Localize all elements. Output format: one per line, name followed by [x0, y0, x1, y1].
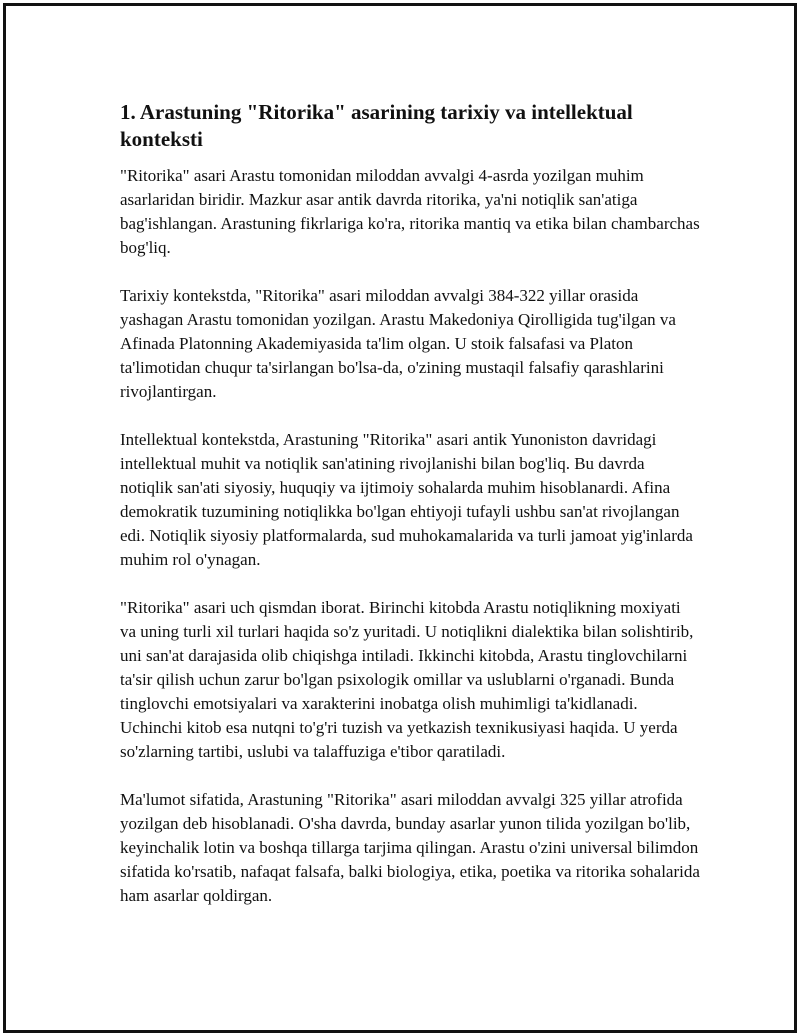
section-heading: 1. Arastuning "Ritorika" asarining tarixiy va intellektual konteksti: [120, 100, 633, 151]
paragraph-3: Intellektual kontekstda, Arastuning "Ritorika" asari antik Yunoniston davridagi intellektual muhit va notiqlik san'atining rivojlanishi bilan bog'liq. Bu davrda notiqlik san'ati siyosiy, huquqiy va ijtimoiy sohalarda muhim hisoblanardi. Afina demokratik tuzumining notiqlikka bo'lgan ehtiyoji tufayli ushbu san'at rivojlangan edi. Notiqlik siyosiy platformalarda, sud muhokamalarida va turli jamoat yig'inlarda muhim rol o'ynagan.: [120, 430, 693, 569]
paragraph-2: Tarixiy kontekstda, "Ritorika" asari miloddan avvalgi 384-322 yillar orasida yashagan Arastu tomonidan yozilgan. Arastu Makedoniya Qirolligida tug'ilgan va Afinada Platonning Akademiyasida ta'lim olgan. U stoik falsafasi va Platon ta'limotidan chuqur ta'sirlangan bo'lsa-da, o'zining mustaqil falsafiy qarashlarini rivojlantirgan.: [120, 286, 676, 401]
paragraph-5: Ma'lumot sifatida, Arastuning "Ritorika" asari miloddan avvalgi 325 yillar atrofida yozilgan deb hisoblanadi. O'sha davrda, bunday asarlar yunon tilida yozilgan bo'lib, keyinchalik lotin va boshqa tillarga tarjima qilingan. Arastu o'zini universal bilimdon sifatida ko'rsatib, nafaqat falsafa, balki biologiya, etika, poetika va ritorika sohalarida ham asarlar qoldirgan.: [120, 790, 700, 905]
paragraph-4: "Ritorika" asari uch qismdan iborat. Birinchi kitobda Arastu notiqlikning moxiyati va uning turli xil turlari haqida so'z yuritadi. U notiqlikni dialektika bilan solishtirib, uni san'at darajasida olib chiqishga intiladi. Ikkinchi kitobda, Arastu tinglovchilarni ta'sir qilish uchun zarur bo'lgan psixologik omillar va uslublarni o'rganadi. Bunda tinglovchi emotsiyalari va xarakterini inobatga olish muhimligi ta'kidlanadi. Uchinchi kitob esa nutqni to'g'ri tuzish va yetkazish texnikusiyasi haqida. U yerda so'zlarning tartibi, uslubi va talaffuziga e'tibor qaratiladi.: [120, 598, 694, 761]
paragraph-1: "Ritorika" asari Arastu tomonidan miloddan avvalgi 4-asrda yozilgan muhim asarlaridan biridir. Mazkur asar antik davrda ritorika, ya'ni notiqlik san'atiga bag'ishlangan. Arastuning fikrlariga ko'ra, ritorika mantiq va etika bilan chambarchas bog'liq.: [120, 166, 700, 257]
page-frame: [3, 3, 797, 1033]
document-body: [120, 99, 700, 932]
